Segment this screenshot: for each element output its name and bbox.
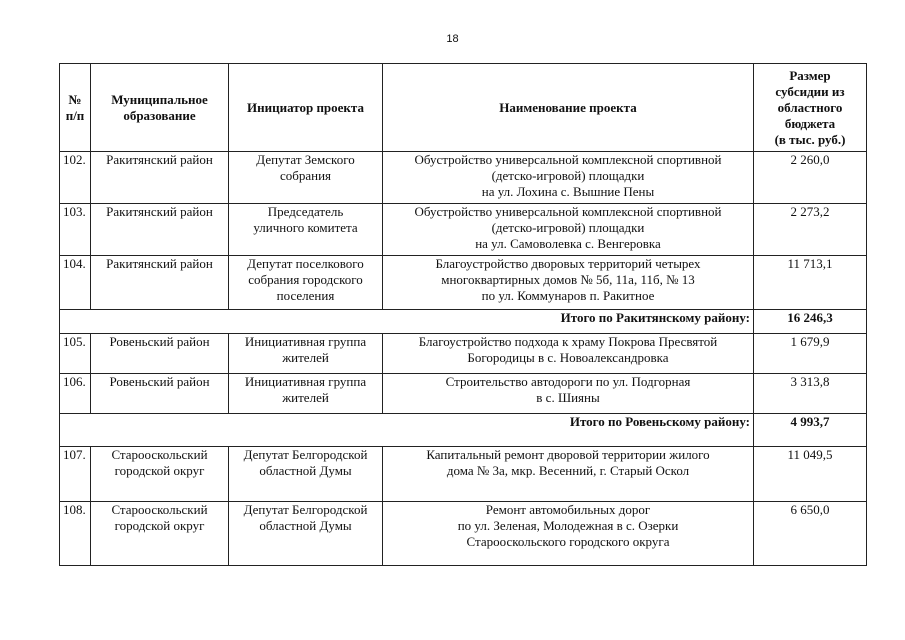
table-row xyxy=(60,152,867,204)
total-value: 16 246,3 xyxy=(754,310,867,334)
total-label: Итого по Ракитянскому району: xyxy=(60,310,754,334)
amount-cell: 2 260,0 xyxy=(754,152,867,204)
row-number: 108. xyxy=(60,502,91,566)
row-number: 104. xyxy=(60,256,91,310)
municipality-cell: Ракитянский район xyxy=(91,204,229,256)
table-row xyxy=(60,447,867,502)
table-row xyxy=(60,334,867,374)
row-number: 105. xyxy=(60,334,91,374)
amount-cell: 2 273,2 xyxy=(754,204,867,256)
initiator-cell: Председатель уличного комитета xyxy=(229,204,383,256)
project-cell: Обустройство универсальной комплексной спортивной (детско-игровой) площадки на ул. Самоволевка с. Венгеровка xyxy=(383,204,754,256)
amount-cell: 11 713,1 xyxy=(754,256,867,310)
municipality-cell: Старооскольский городской округ xyxy=(91,447,229,502)
project-cell: Капитальный ремонт дворовой территории жилого дома № 3а, мкр. Весенний, г. Старый Оскол xyxy=(383,447,754,502)
header-num: № п/п xyxy=(60,64,91,152)
municipality-cell: Старооскольский городской округ xyxy=(91,502,229,566)
initiator-cell: Депутат Земского собрания xyxy=(229,152,383,204)
municipality-cell: Ракитянский район xyxy=(91,256,229,310)
table-header-row xyxy=(60,64,867,152)
row-number: 107. xyxy=(60,447,91,502)
header-municipality: Муниципальное образование xyxy=(91,64,229,152)
project-cell: Ремонт автомобильных дорог по ул. Зеленая, Молодежная в с. Озерки Старооскольского городского округа xyxy=(383,502,754,566)
table-row xyxy=(60,502,867,566)
header-initiator: Инициатор проекта xyxy=(229,64,383,152)
total-value: 4 993,7 xyxy=(754,414,867,447)
row-number: 102. xyxy=(60,152,91,204)
total-row xyxy=(60,414,867,447)
initiator-cell: Депутат поселкового собрания городского поселения xyxy=(229,256,383,310)
initiator-cell: Депутат Белгородской областной Думы xyxy=(229,447,383,502)
project-cell: Благоустройство подхода к храму Покрова Пресвятой Богородицы в с. Новоалександровка xyxy=(383,334,754,374)
initiator-cell: Депутат Белгородской областной Думы xyxy=(229,502,383,566)
header-project: Наименование проекта xyxy=(383,64,754,152)
municipality-cell: Ракитянский район xyxy=(91,152,229,204)
amount-cell: 1 679,9 xyxy=(754,334,867,374)
project-cell: Строительство автодороги по ул. Подгорная в с. Шияны xyxy=(383,374,754,414)
municipality-cell: Ровеньский район xyxy=(91,374,229,414)
amount-cell: 6 650,0 xyxy=(754,502,867,566)
total-label: Итого по Ровеньскому району: xyxy=(60,414,754,447)
page-number: 18 xyxy=(446,33,459,45)
project-cell: Обустройство универсальной комплексной спортивной (детско-игровой) площадки на ул. Лохина с. Вышние Пены xyxy=(383,152,754,204)
project-cell: Благоустройство дворовых территорий четырех многоквартирных домов № 5б, 11а, 11б, № 13 по ул. Коммунаров п. Ракитное xyxy=(383,256,754,310)
initiator-cell: Инициативная группа жителей xyxy=(229,374,383,414)
total-row xyxy=(60,310,867,334)
table-row xyxy=(60,204,867,256)
amount-cell: 11 049,5 xyxy=(754,447,867,502)
table-row xyxy=(60,256,867,310)
row-number: 106. xyxy=(60,374,91,414)
initiator-cell: Инициативная группа жителей xyxy=(229,334,383,374)
table-row xyxy=(60,374,867,414)
municipality-cell: Ровеньский район xyxy=(91,334,229,374)
subsidy-table xyxy=(59,63,867,566)
row-number: 103. xyxy=(60,204,91,256)
header-subsidy: Размер субсидии из областного бюджета (в тыс. руб.) xyxy=(754,64,867,152)
amount-cell: 3 313,8 xyxy=(754,374,867,414)
